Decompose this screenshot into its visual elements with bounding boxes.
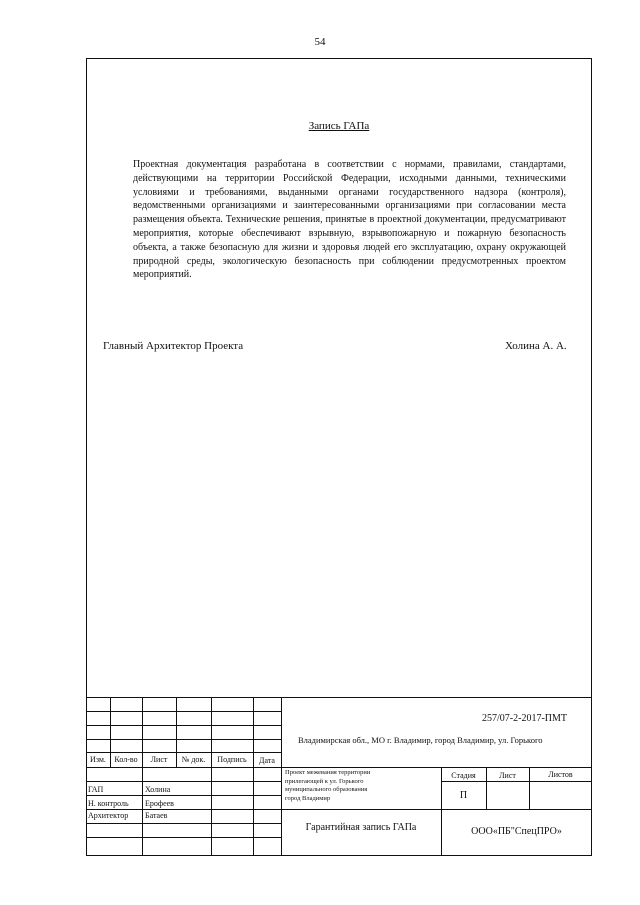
signature-name: Холина А. А. [505,340,567,352]
header-doc-number: № док. [181,755,206,764]
object-address: Владимирская обл., МО г. Владимир, город Владимир, ул. Горького [298,735,543,745]
name-gap: Холина [145,785,171,794]
project-line: муниципального образования [285,786,368,793]
doc-title: Гарантийная запись ГАПа [305,822,417,833]
doc-code: 257/07-2-2017-ПМТ [482,713,567,724]
header-sheet: Лист [150,755,168,764]
header-quantity: Кол-во [114,755,138,764]
project-description [285,769,370,803]
project-line: город Владимир [285,794,331,802]
sheet-label: Лист [499,771,516,780]
title-block-stamp [86,697,592,856]
role-architect: Архитектор [88,811,129,820]
signature-role: Главный Архитектор Проекта [103,340,244,352]
body-text [133,158,566,282]
project-line: Проект межевания территории [285,769,371,776]
role-norm-control: Н. контроль [88,799,129,808]
header-date: Дата [259,756,275,765]
stage-label: Стадия [451,771,476,780]
body-paragraph: Проектная документация разработана в соответствии с нормами, правилами, стандартами, действующими на территории Российской Федерации, исходными данными, техническими условиями и требованиями, выданными органами государственного надзора (контроля), ведомственными организациями и заинтересованными организациями при согласовании места размещения объекта. Технические решения, принятые в проектной документации, предусматривают мероприятия, которые обеспечивают взрывную, взрывопожарную и пожарную безопасность объекта, а также безопасную для жизни и здоровья людей его эксплуатацию, охрану окружающей природной среды, экологическую безопасность при соблюдении предусмотренных проектом мероприятий. [133,159,566,281]
stage-value: П [459,790,468,801]
header-signature: Подпись [217,755,247,764]
header-change: Изм. [90,755,106,764]
page-number: 54 [314,36,326,48]
sheets-label: Листов [548,770,573,779]
organization-name: ООО«ПБ"СпецПРО» [471,826,562,837]
role-gap: ГАП [88,785,104,794]
project-line: прилегающей к ул. Горького [285,777,364,785]
name-norm-control: Ерофеев [145,799,174,808]
document-title: Запись ГАПа [308,120,370,132]
name-architect: Батаев [145,811,168,820]
